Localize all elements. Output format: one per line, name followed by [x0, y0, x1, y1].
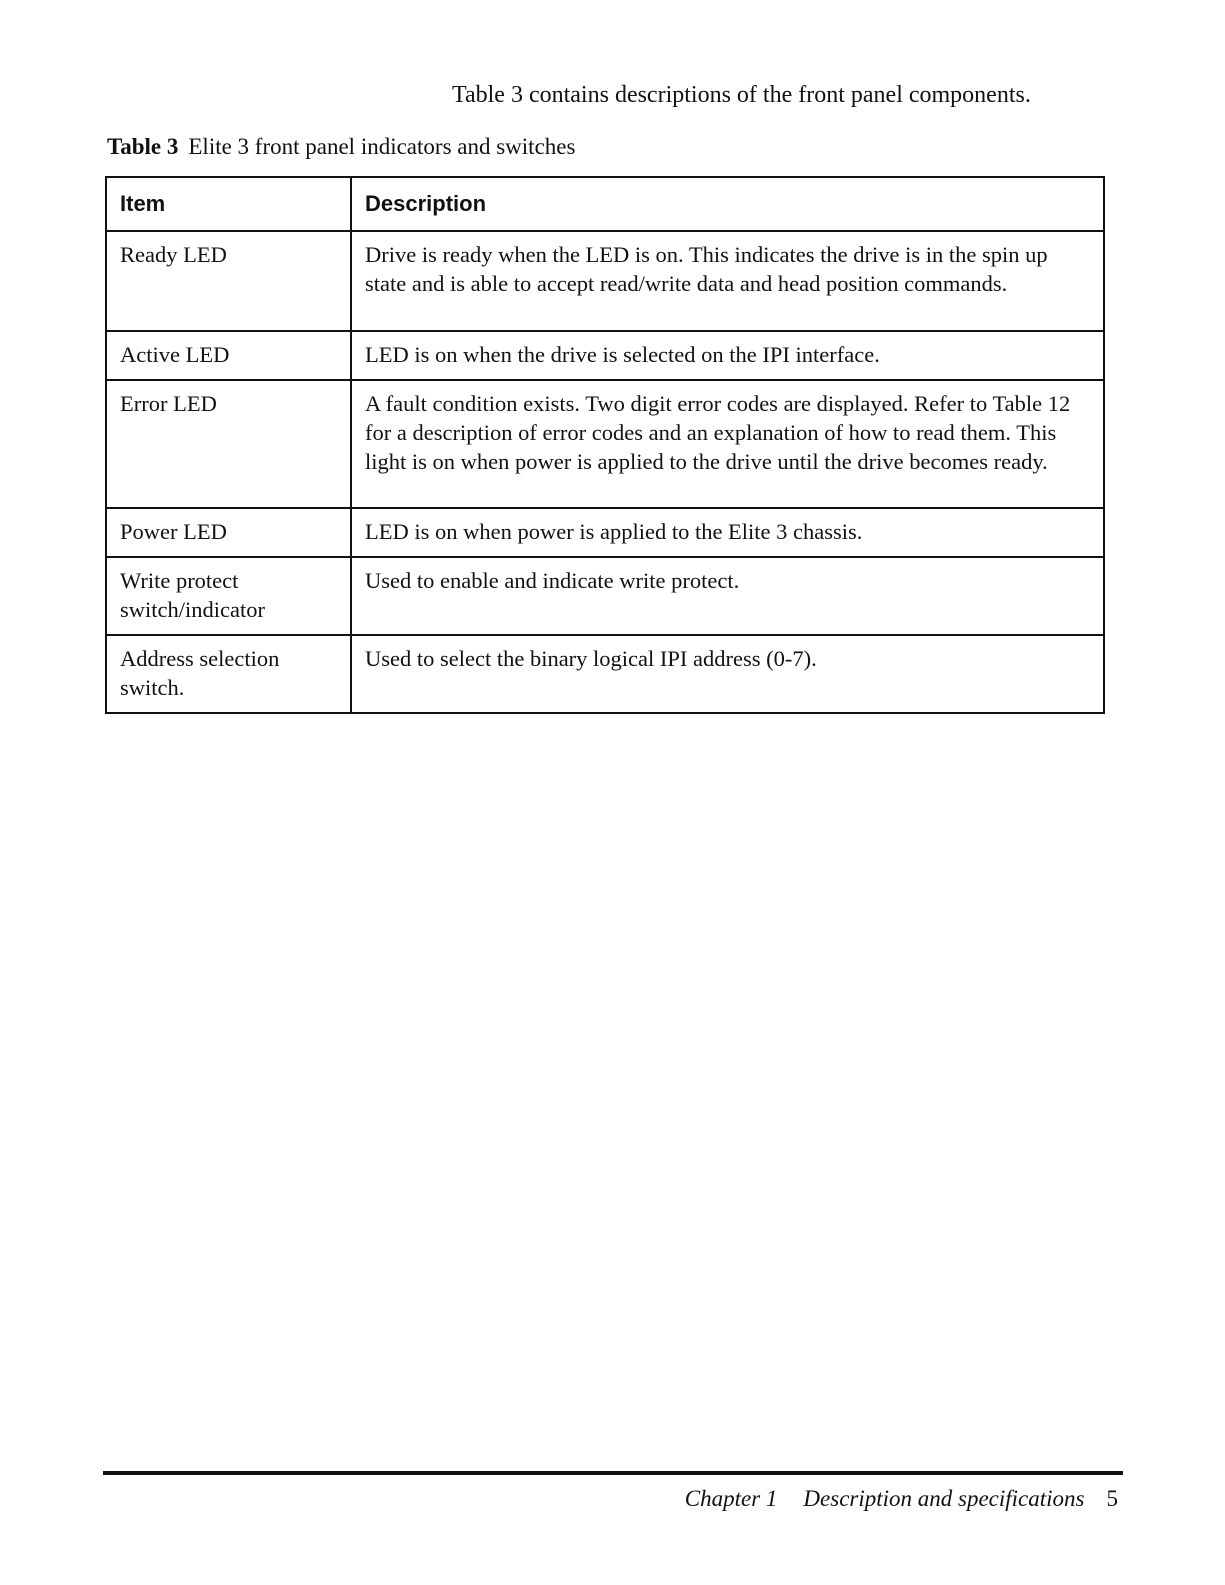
row-description: Used to enable and indicate write protect.: [351, 557, 1104, 635]
row-item: Address selection switch.: [106, 635, 351, 713]
table-caption-title: Elite 3 front panel indicators and switches: [188, 134, 576, 159]
row-item: Ready LED: [106, 231, 351, 331]
row-description: Used to select the binary logical IPI address (0-7).: [351, 635, 1104, 713]
table-row: [106, 557, 1104, 635]
table-row: [106, 380, 1104, 508]
table-row: [106, 508, 1104, 557]
row-description: LED is on when power is applied to the Elite 3 chassis.: [351, 508, 1104, 557]
intro-text: Table 3 contains descriptions of the front panel components.: [452, 82, 1031, 108]
row-description: LED is on when the drive is selected on the IPI interface.: [351, 331, 1104, 380]
table-caption: [107, 132, 575, 162]
row-description: A fault condition exists. Two digit error codes are displayed. Refer to Table 12 for a description of error codes and an explanation of how to read them. This light is on when power is applied to the drive until the drive becomes ready.: [351, 380, 1104, 508]
row-description: Drive is ready when the LED is on. This indicates the drive is in the spin up state and is able to accept read/write data and head position commands.: [351, 231, 1104, 331]
row-item: Write protect switch/indicator: [106, 557, 351, 635]
row-item: Active LED: [106, 331, 351, 380]
table-row: [106, 331, 1104, 380]
table-row: [106, 231, 1104, 331]
table-caption-label: Table 3: [107, 134, 179, 159]
footer-divider: [103, 1471, 1123, 1475]
page-number: 5: [1106, 1486, 1118, 1511]
footer-chapter-title: Description and specifications: [803, 1486, 1085, 1511]
header-description: Description: [351, 177, 1104, 231]
footer-chapter: Chapter 1: [684, 1486, 778, 1511]
row-item: Error LED: [106, 380, 351, 508]
row-item: Power LED: [106, 508, 351, 557]
page-footer: [685, 1484, 1118, 1514]
table-row: [106, 635, 1104, 713]
header-item: Item: [106, 177, 351, 231]
table-header-row: [106, 177, 1104, 231]
front-panel-table: [105, 176, 1105, 714]
